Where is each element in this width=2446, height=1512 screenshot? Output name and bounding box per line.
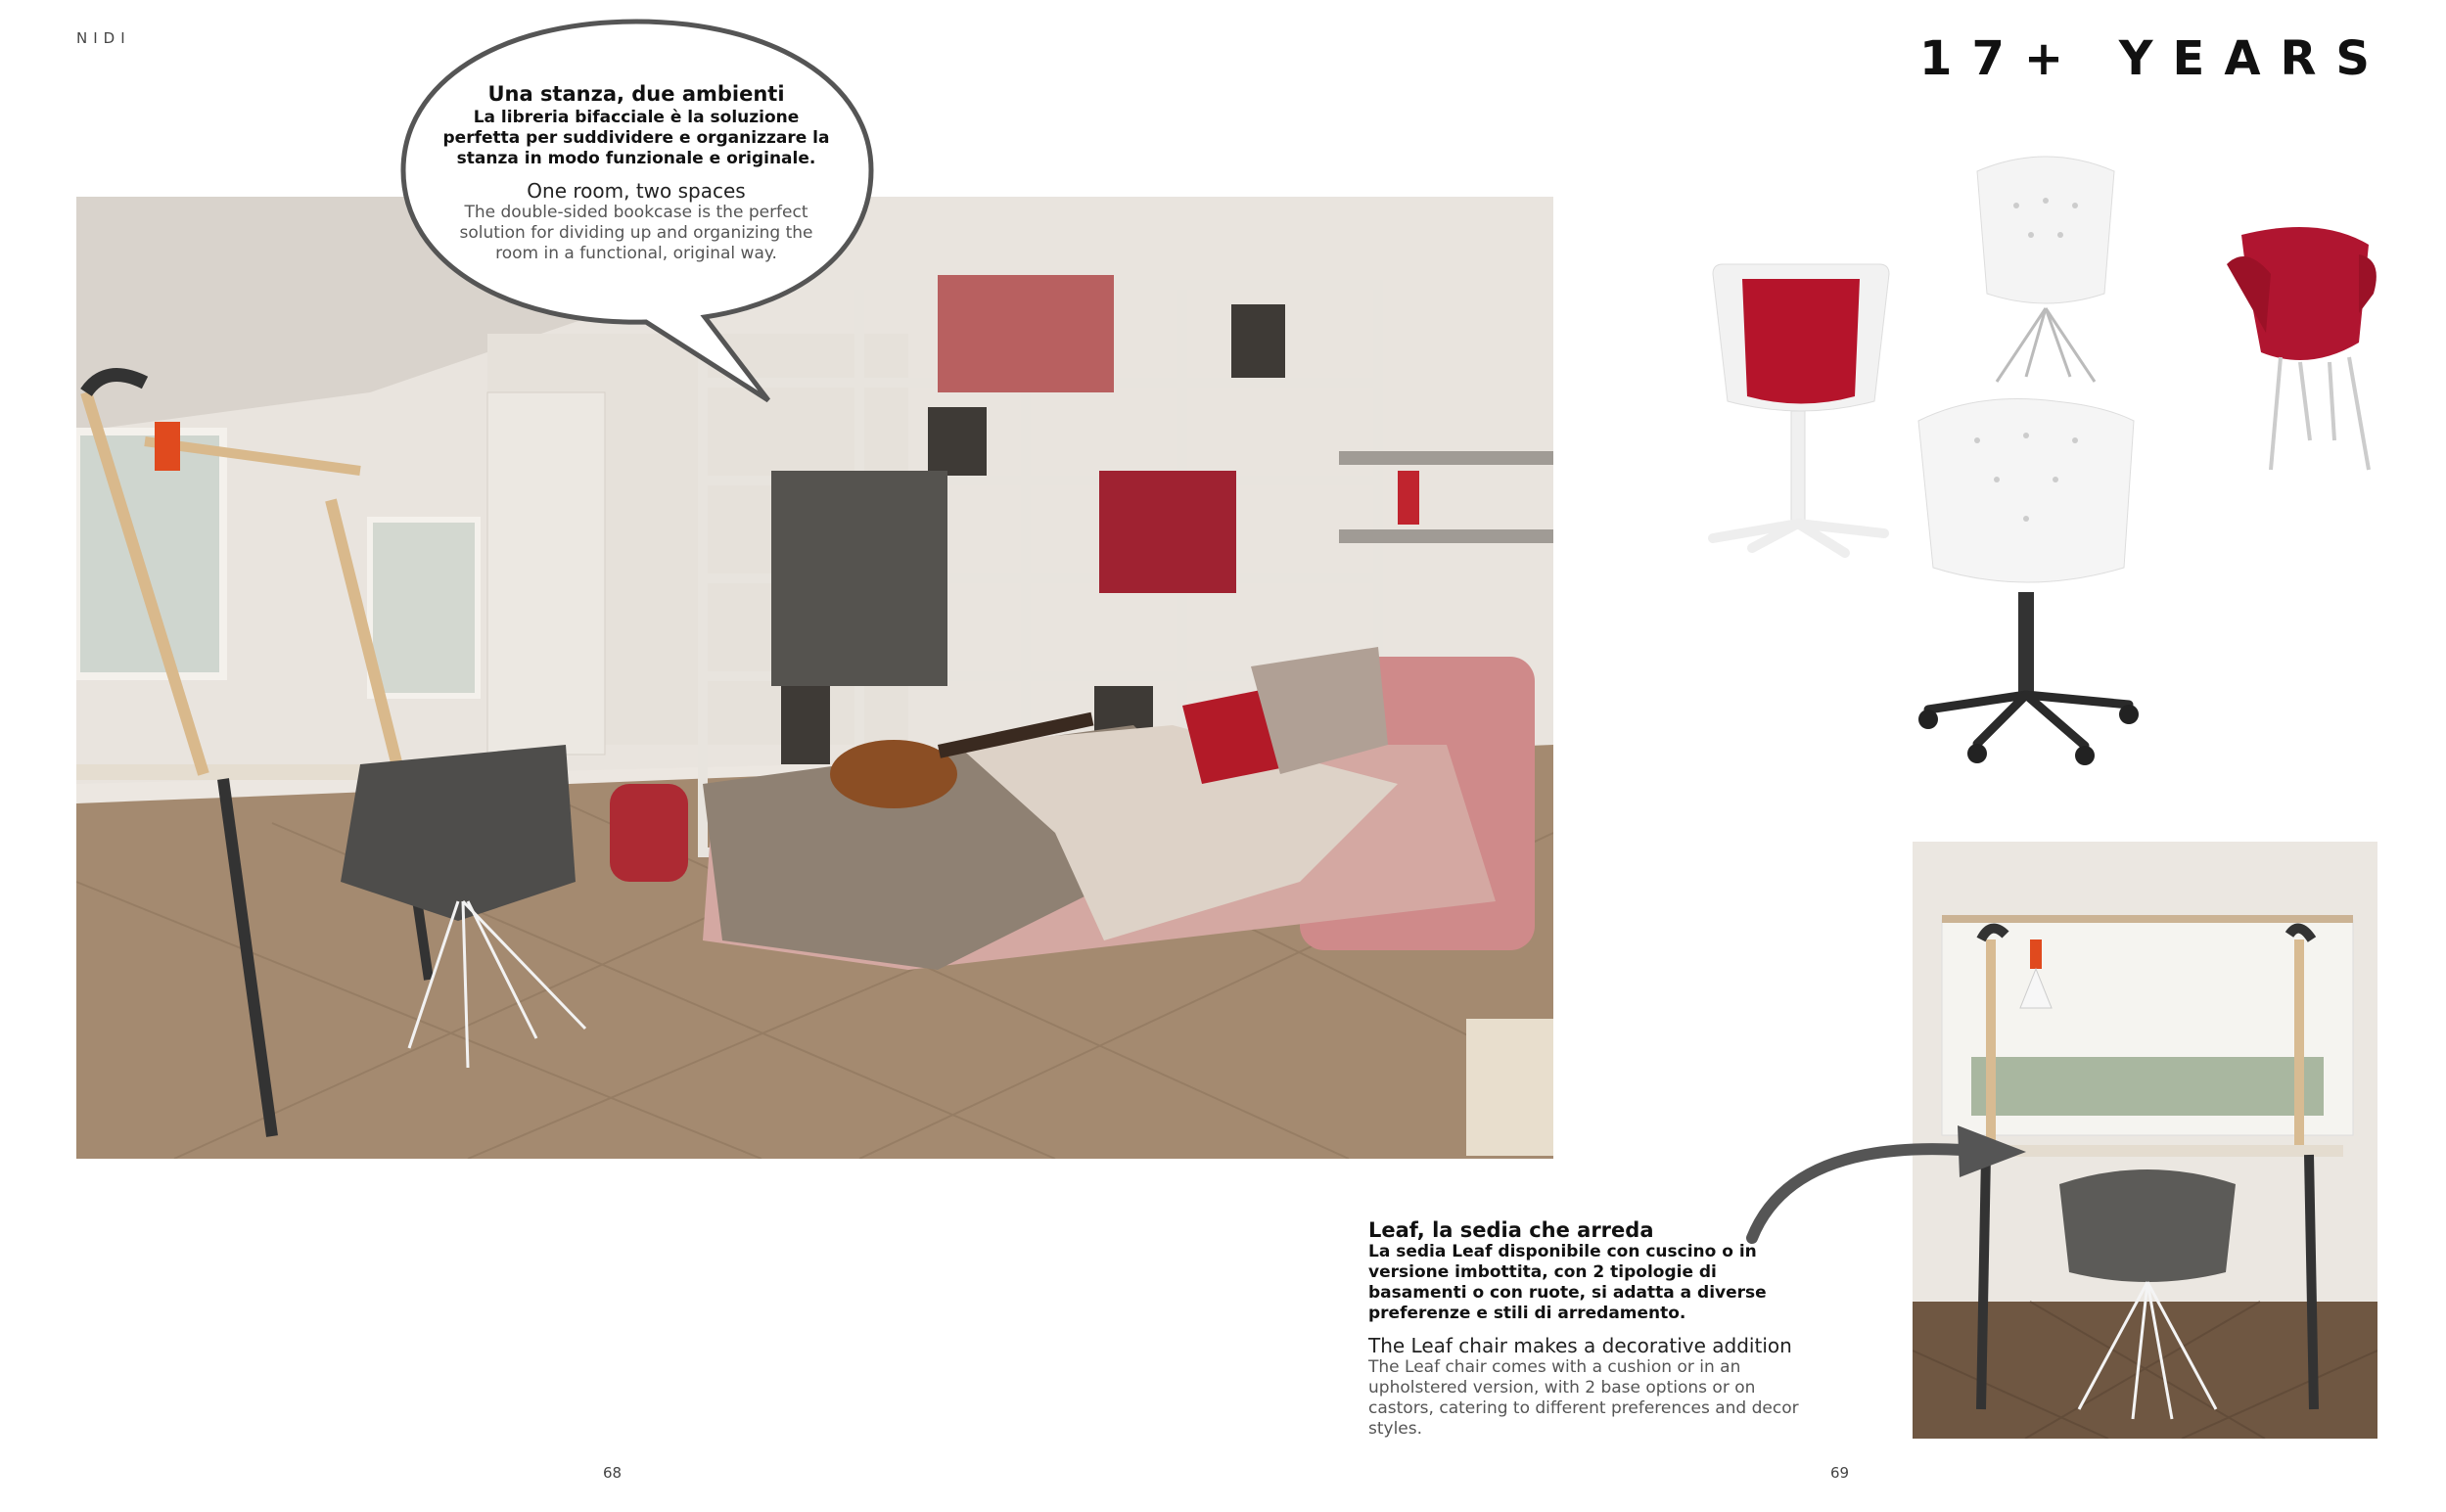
bubble-body-it: La libreria bifacciale è la soluzione perfetta per suddividere e organizzare la stanza in modo funzionale e originale. [442,108,830,168]
bubble-title-it: Una stanza, due ambienti [487,82,785,106]
leaf-chair-cushion-swivel [1713,264,1889,553]
caption-body-en: The Leaf chair comes with a cushion or in an upholstered version, with 2 base options or on castors, catering to different preferences and decor styles. [1368,1357,1799,1439]
leaf-chair-castors [1918,399,2139,766]
bubble-body-en: The double-sided bookcase is the perfect solution for dividing up and organizing the room in a functional, original way. [459,203,813,263]
chairs-product-shots [1684,147,2388,783]
brand-name: NIDI [76,29,131,47]
leaf-chair-upholstered [2227,227,2377,470]
leaf-chair-wire-base [1977,157,2114,382]
speech-bubble [392,14,881,415]
section-title: 17+ YEARS [1919,31,2389,86]
caption-title-en: The Leaf chair makes a decorative addition [1368,1334,1792,1357]
page-number-right: 69 [1830,1464,1850,1482]
caption-title-it: Leaf, la sedia che arreda [1368,1218,1654,1242]
leaf-chair-caption [1368,1218,1809,1440]
page-number-left: 68 [603,1464,623,1482]
caption-body-it: La sedia Leaf disponibile con cuscino o in versione imbottita, con 2 tipologie di basamenti o con ruote, si adatta a diverse preferenze e stili di arredamento. [1368,1242,1767,1323]
bubble-title-en: One room, two spaces [527,179,746,203]
